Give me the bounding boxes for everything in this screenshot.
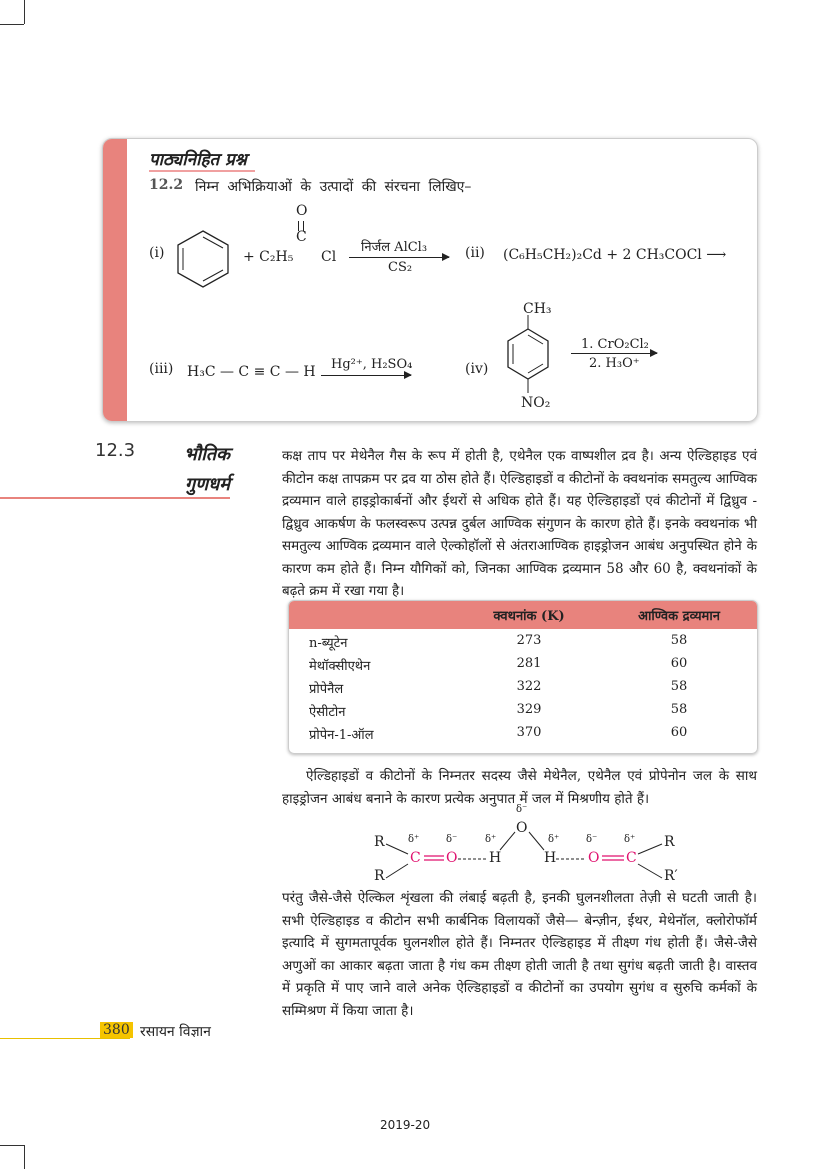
hydrogen-atom: H [489, 850, 502, 866]
reaction-4-step-1: 1. CrO₂Cl₂ [581, 337, 649, 352]
intext-questions-box [102, 138, 758, 422]
toluene-ring-icon [503, 315, 553, 395]
reaction-3-catalyst: Hg²⁺, H₂SO₄ [331, 357, 413, 372]
book-title: रसायन विज्ञान [140, 1024, 211, 1040]
table-row [289, 679, 757, 702]
box-accent-bar [103, 139, 127, 421]
boiling-point: 370 [516, 725, 542, 740]
reaction-1-solvent: CS₂ [388, 260, 413, 275]
hydrogen-bond-diagram [372, 804, 712, 884]
r-group: R [374, 868, 385, 884]
hydrogen-atom: H [544, 850, 557, 866]
boiling-point: 273 [516, 633, 542, 648]
compound-name: ऐसीटोन [309, 705, 346, 720]
table-row [289, 702, 757, 725]
compound-name: प्रोपेनैल [309, 682, 344, 697]
arrow-icon [571, 353, 657, 354]
boiling-point: 329 [516, 702, 542, 717]
carbon-atom: C [296, 229, 307, 245]
nitro-group: NO₂ [521, 395, 551, 411]
reagent-ethyl: + C₂H₅ [243, 249, 294, 265]
table-row [289, 656, 757, 679]
oxygen-atom: O [296, 203, 308, 219]
table-header [289, 601, 757, 629]
page-number: 380 [100, 1022, 133, 1038]
compound-name: मेथॉक्सीएथेन [309, 659, 371, 674]
compound-name: प्रोपेन-1-ऑल [309, 728, 374, 743]
reaction-3-equation: H₃C — C ≡ C — H [187, 364, 316, 380]
table-row [289, 633, 757, 656]
reaction-2-label: (ii) [465, 245, 485, 261]
delta-minus: δ⁻ [446, 834, 458, 845]
molecular-mass: 58 [670, 633, 688, 648]
r-group: R [374, 834, 385, 850]
r-prime-group: R′ [664, 868, 678, 884]
edition-year: 2019-20 [380, 1118, 431, 1132]
water-oxygen: O [516, 820, 528, 836]
carbon-atom: C [626, 850, 637, 866]
crop-mark [24, 0, 25, 24]
reaction-2-equation: (C₆H₅CH₂)₂Cd + 2 CH₃COCl ⟶ [503, 247, 727, 263]
reaction-3-label: (iii) [149, 361, 174, 377]
paragraph-solubility-odour: परंतु जैसे-जैसे ऐल्किल शृंखला की लंबाई बढ़ती है, इनकी घुलनशीलता तेज़ी से घटती जाती है। सभी ऐल्डिहाइड व कीटोन सभी कार्बनिक विलायकों जैसे— बेन्ज़ीन, ईथर, मेथेनॉल, क्लोरोफॉर्म इत्यादि में सुगमतापूर्वक घुलनशील होते हैं। निम्नतर ऐल्डिहाइड में तीक्ष्ण गंध होती हैं। जैसे-जैसे अणुओं का आकार बढ़ता जाता है गंध कम तीक्ष्ण होती जाती है तथा सुगंध बढ़ती जाती है। वास्तव में प्रकृति में पाए जाने वाले अनेक ऐल्डिहाइडों व कीटोनों का उपयोग सुगंध व सुरुचि कर्मकों के सम्मिश्रण में किया जाता है। [282, 890, 757, 1019]
table-row [289, 725, 757, 748]
header-boiling-point: क्वथनांक (K) [493, 609, 565, 624]
oxygen-atom: O [446, 850, 458, 866]
section-number: 12.3 [95, 440, 136, 461]
question-text: निम्न अभिक्रियाओं के उत्पादों की संरचना लिखिए– [195, 179, 472, 195]
r-group: R [664, 834, 675, 850]
crop-mark [0, 1145, 24, 1146]
chlorine-atom: Cl [321, 249, 337, 265]
delta-plus: δ⁺ [624, 834, 636, 845]
delta-plus: δ⁺ [408, 834, 420, 845]
benzene-ring-icon [173, 227, 233, 289]
paragraph-boiling-points: कक्ष ताप पर मेथेनैल गैस के रूप में होती है, एथेनैल एक वाष्पशील द्रव है। अन्य ऐल्डिहाइड एवं कीटोन कक्ष तापक्रम पर द्रव या ठोस होते हैं। ऐल्डिहाइडों व कीटोनों के क्वथनांक समतुल्य आण्विक द्रव्यमान वाले हाइड्रोकार्बनों और ईथरों से अधिक होते हैं। यह ऐल्डिहाइडों एवं कीटोनों में द्विध्रुव - द्विध्रुव आकर्षण के फलस्वरूप उत्पन्न दुर्बल आण्विक संगुणन के कारण होते हैं। इनके क्वथनांक भी समतुल्य आण्विक द्रव्यमान वाले ऐल्कोहॉलों से अंतराआण्विक हाइड्रोजन आबंध अनुपस्थित होने के कारण कम होते हैं। निम्न यौगिकों को, जिनका आण्विक द्रव्यमान 58 और 60 है, क्वथनांकों के बढ़ते क्रम में रखा गया है। [282, 448, 757, 599]
carbon-atom: C [410, 850, 421, 866]
molecular-mass: 60 [670, 725, 688, 740]
delta-plus: δ⁺ [485, 834, 497, 845]
crop-mark [0, 24, 24, 25]
reaction-4-label: (iv) [465, 361, 489, 377]
bond-lines-icon [372, 812, 712, 882]
footer-line [0, 1038, 130, 1039]
boiling-point: 281 [516, 656, 542, 671]
boiling-point: 322 [516, 679, 542, 694]
delta-plus: δ⁺ [548, 834, 560, 845]
header-molecular-mass: आण्विक द्रव्यमान [638, 609, 720, 624]
section-title: भौतिक गुणधर्म [183, 444, 230, 495]
arrow-icon [349, 257, 449, 258]
delta-minus: δ⁻ [516, 804, 528, 815]
box-title: पाठ्यनिहित प्रश्न [149, 147, 255, 172]
molecular-mass: 60 [670, 656, 688, 671]
reaction-1-catalyst: निर्जल AlCl₃ [361, 240, 428, 255]
paragraph-solubility: ऐल्डिहाइडों व कीटोनों के निम्नतर सदस्य जैसे मेथेनैल, एथेनैल एवं प्रोपेनोन जल के साथ हाइड्रोजन आबंध बनाने के कारण प्रत्येक अनुपात में जल में मिश्रणीय होते हैं। [282, 768, 757, 807]
reaction-4-step-2: 2. H₃O⁺ [589, 356, 640, 371]
delta-minus: δ⁻ [586, 834, 598, 845]
methyl-group: CH₃ [523, 301, 552, 317]
compound-name: n-ब्यूटेन [309, 636, 348, 651]
arrow-icon [321, 375, 411, 376]
oxygen-atom: O [588, 850, 600, 866]
section-underline [0, 497, 230, 499]
reaction-1-label: (i) [149, 245, 165, 261]
question-number: 12.2 [149, 177, 184, 193]
molecular-mass: 58 [670, 679, 688, 694]
crop-mark [24, 1145, 25, 1169]
boiling-point-table [288, 600, 758, 754]
molecular-mass: 58 [670, 702, 688, 717]
